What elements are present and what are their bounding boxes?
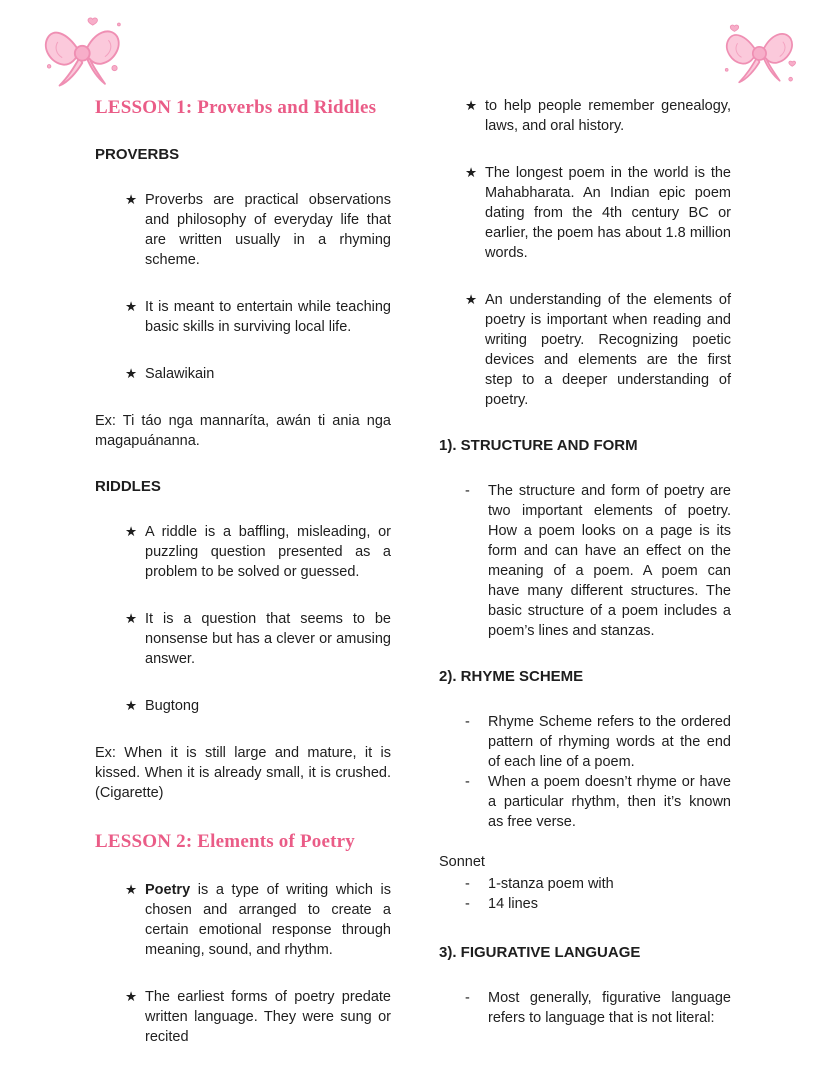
- list-item: [439, 96, 731, 136]
- dash-bullet-icon: -: [465, 774, 470, 790]
- list-item-text: Proverbs are practical observations and philosophy of everyday life that are written usually in a rhyming scheme.: [145, 192, 391, 268]
- list-item-text: When a poem doesn’t rhyme or have a particular rhythm, then it’s known as free verse.: [488, 774, 731, 830]
- star-bullet-icon: ★: [465, 292, 478, 307]
- bow-decoration-left: [40, 14, 128, 96]
- dash-bullet-icon: -: [465, 876, 470, 892]
- dash-bullet-icon: -: [465, 990, 470, 1006]
- star-bullet-icon: ★: [465, 165, 478, 180]
- list-item-text: Rhyme Scheme refers to the ordered pattern of rhyming words at the end of each line of a poem.: [488, 714, 731, 770]
- star-bullet-icon: ★: [125, 524, 138, 539]
- list-item: [439, 988, 731, 1028]
- riddles-bullet-list: [95, 522, 391, 716]
- left-column: [95, 96, 391, 1071]
- list-item-text: to help people remember genealogy, laws, and oral history.: [485, 98, 731, 134]
- list-item: [95, 696, 391, 716]
- dash-bullet-icon: -: [465, 483, 470, 499]
- list-item: [439, 712, 731, 772]
- list-item: [439, 290, 731, 410]
- figurative-language-heading: 3). FIGURATIVE LANGUAGE: [439, 944, 641, 961]
- dash-bullet-icon: -: [465, 714, 470, 730]
- pink-bow-icon: [40, 14, 128, 96]
- list-item-text: Most generally, figurative language refers to language that is not literal:: [488, 990, 731, 1026]
- list-item-text: 14 lines: [488, 896, 538, 912]
- lesson2-title: LESSON 2: Elements of Poetry: [95, 831, 355, 852]
- list-item: [95, 297, 391, 337]
- dash-bullet-icon: -: [465, 896, 470, 912]
- list-item-text: A riddle is a baffling, misleading, or puzzling question presented as a problem to be solved or guessed.: [145, 524, 391, 580]
- rhyme-scheme-list: [439, 712, 731, 832]
- pink-bow-icon: [722, 18, 800, 92]
- right-column: [439, 96, 731, 1071]
- star-bullet-icon: ★: [125, 299, 138, 314]
- list-item: [95, 609, 391, 669]
- list-item: [95, 880, 391, 960]
- sonnet-label: Sonnet: [439, 854, 485, 870]
- poetry-bold-lead: Poetry: [145, 882, 191, 898]
- list-item-text: Salawikain: [145, 366, 215, 382]
- intro-bullet-list: [439, 96, 731, 410]
- proverbs-example: Ex: Ti táo nga mannaríta, awán ti ania nga magapuánanna.: [95, 413, 391, 449]
- lesson1-title: LESSON 1: Proverbs and Riddles: [95, 97, 377, 118]
- list-item: [439, 874, 731, 894]
- list-item: [439, 772, 731, 832]
- list-item-text: The longest poem in the world is the Mahabharata. An Indian epic poem dating from the 4th century BC or earlier, the poem has about 1.8 million words.: [485, 165, 731, 261]
- list-item: [439, 163, 731, 263]
- list-item: [439, 481, 731, 641]
- list-item: [95, 522, 391, 582]
- list-item: [95, 364, 391, 384]
- list-item-text: 1-stanza poem with: [488, 876, 614, 892]
- star-bullet-icon: ★: [125, 611, 138, 626]
- proverbs-heading: PROVERBS: [95, 146, 180, 163]
- bow-decoration-right: [722, 18, 800, 92]
- star-bullet-icon: ★: [125, 366, 138, 381]
- list-item-text: It is meant to entertain while teaching basic skills in surviving local life.: [145, 299, 391, 335]
- list-item-text: It is a question that seems to be nonsense but has a clever or amusing answer.: [145, 611, 391, 667]
- list-item-text: Bugtong: [145, 698, 200, 714]
- poetry-rest-text: is a type of writing which is chosen and arranged to create a certain emotional response through meaning, sound, and rhythm.: [145, 882, 391, 958]
- sonnet-list: [439, 874, 731, 914]
- list-item-text: The structure and form of poetry are two important elements of poetry. How a poem looks on a page is its form and can have an effect on the meaning of a poem. A poem can have many different structures. The basic structure of a poem includes a poem’s lines and stanzas.: [488, 483, 731, 639]
- riddles-heading: RIDDLES: [95, 478, 161, 495]
- poetry-bullet-list: [95, 880, 391, 1047]
- list-item: [439, 894, 731, 914]
- list-item-text: The earliest forms of poetry predate written language. They were sung or recited: [145, 989, 391, 1045]
- star-bullet-icon: ★: [125, 882, 138, 897]
- list-item: [95, 987, 391, 1047]
- rhyme-scheme-heading: 2). RHYME SCHEME: [439, 668, 584, 685]
- proverbs-bullet-list: [95, 190, 391, 384]
- list-item-text: [145, 880, 391, 960]
- star-bullet-icon: ★: [125, 698, 138, 713]
- star-bullet-icon: ★: [465, 98, 478, 113]
- figurative-language-list: [439, 988, 731, 1028]
- riddles-example: Ex: When it is still large and mature, it is kissed. When it is already small, it is crushed. (Cigarette): [95, 745, 391, 801]
- list-item: [95, 190, 391, 270]
- structure-and-form-list: [439, 481, 731, 641]
- star-bullet-icon: ★: [125, 192, 138, 207]
- star-bullet-icon: ★: [125, 989, 138, 1004]
- structure-and-form-heading: 1). STRUCTURE AND FORM: [439, 437, 638, 454]
- list-item-text: An understanding of the elements of poetry is important when reading and writing poetry. Recognizing poetic devices and elements are the first step to a deeper understanding of poetry.: [485, 292, 731, 408]
